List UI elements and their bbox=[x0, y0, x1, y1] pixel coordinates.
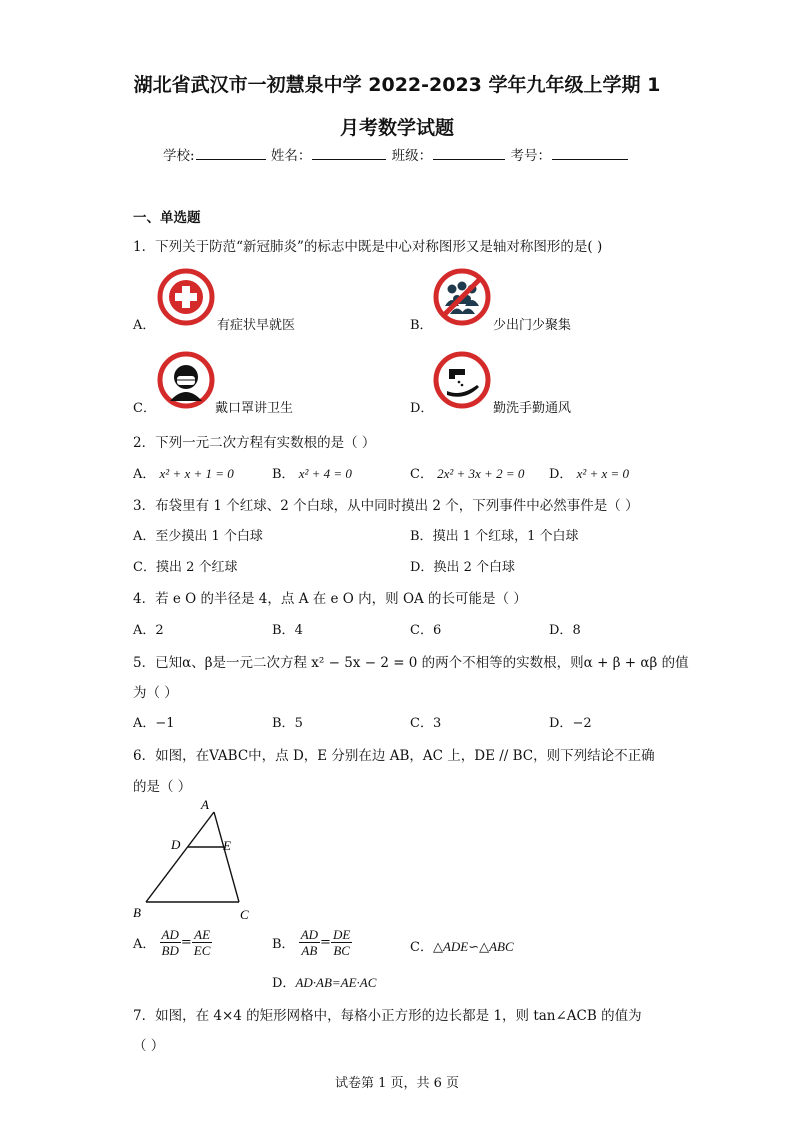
q4-option-a: A．2 bbox=[133, 623, 164, 638]
q2-option-d-letter: D． bbox=[549, 467, 573, 482]
side-ab bbox=[146, 812, 214, 902]
exam-no-label: 考号： bbox=[510, 148, 551, 164]
q4-option-b: B．4 bbox=[272, 623, 303, 638]
q6-option-a: A． $\frac{AD}{BD}$ = $\frac{AE}{EC}$ bbox=[133, 927, 211, 958]
q2-option-a bbox=[133, 463, 234, 482]
q4-option-d-text: 8 bbox=[572, 623, 581, 638]
exam-title-line2: 月考数学试题 bbox=[339, 117, 454, 139]
q5-option-a: A．−1 bbox=[133, 716, 175, 731]
page-footer: 试卷第 1 页，共 6 页 bbox=[334, 1076, 460, 1091]
q4-option-c-text: 6 bbox=[432, 623, 442, 638]
q1-stem: 1．下列关于防范“新冠肺炎”的标志中既是中心对称图形又是轴对称图形的是( ) bbox=[133, 239, 603, 255]
q5-option-d-text: −2 bbox=[572, 716, 592, 731]
mask-face-icon bbox=[157, 351, 215, 409]
q2-option-b-expr: x² + 4 = 0 bbox=[298, 466, 352, 481]
q6-option-c-text: △ADE∽△ABC bbox=[432, 939, 514, 954]
q6-option-b: B． $\frac{AD}{AB}$ = $\frac{DE}{BC}$ bbox=[272, 927, 351, 958]
q2-option-c-expr: 2x² + 3x + 2 = 0 bbox=[437, 466, 525, 481]
q3-option-d: D．换出 2 个白球 bbox=[410, 560, 515, 575]
q3-option-b: B．摸出 1 个红球，1 个白球 bbox=[410, 529, 579, 544]
q2-option-b bbox=[272, 463, 352, 482]
q5-option-c: C．3 bbox=[410, 716, 442, 731]
no-gathering-icon bbox=[433, 268, 491, 326]
q4-option-b-text: 4 bbox=[294, 623, 303, 638]
q5-option-a-text: −1 bbox=[155, 716, 175, 731]
label-e: E bbox=[223, 838, 231, 853]
q1-option-b-caption: 少出门少聚集 bbox=[493, 318, 572, 333]
student-info-line bbox=[163, 144, 629, 164]
q2-option-d-expr: x² + x = 0 bbox=[576, 466, 630, 481]
q5-option-c-text: 3 bbox=[432, 716, 442, 731]
q2-option-b-letter: B． bbox=[272, 467, 295, 482]
q4-option-d: D．8 bbox=[549, 623, 581, 638]
label-c: C bbox=[240, 907, 249, 922]
q2-stem: 2．下列一元二次方程有实数根的是（ ） bbox=[133, 435, 376, 451]
label-a: A bbox=[201, 797, 209, 812]
q5-stem-line2: 为（ ） bbox=[133, 685, 178, 701]
q3-stem: 3．布袋里有 1 个红球、2 个白球，从中同时摸出 2 个，下列事件中必然事件是（ ） bbox=[133, 498, 639, 514]
q6-option-d: D．AD·AB=AE·AC bbox=[272, 975, 377, 991]
q3-option-c: C．摸出 2 个红球 bbox=[133, 560, 238, 575]
q2-option-a-expr: x² + x + 1 = 0 bbox=[159, 466, 234, 481]
hand-washing-icon bbox=[433, 351, 491, 409]
q1-option-c-caption: 戴口罩讲卫生 bbox=[215, 401, 294, 416]
q5-option-b-text: 5 bbox=[294, 716, 303, 731]
q2-option-c-letter: C． bbox=[410, 467, 433, 482]
school-blank[interactable] bbox=[196, 147, 266, 160]
name-label: 姓名： bbox=[270, 148, 312, 164]
q3-option-a-text: 至少摸出 1 个白球 bbox=[155, 529, 263, 544]
q1-option-b-letter: B． bbox=[410, 318, 433, 333]
q2-option-c bbox=[410, 463, 524, 482]
q4-option-a-text: 2 bbox=[155, 623, 164, 638]
side-ac bbox=[214, 812, 239, 902]
q1-option-d-letter: D． bbox=[410, 401, 434, 416]
exam-no-blank[interactable] bbox=[552, 147, 628, 160]
q2-option-a-letter: A． bbox=[133, 467, 156, 482]
red-cross-medical-icon bbox=[157, 268, 215, 326]
q5-stem-line1: 5．已知α、β是一元二次方程 x² − 5x − 2 = 0 的两个不相等的实数根，则α + β + αβ 的值 bbox=[133, 655, 689, 671]
label-d: D bbox=[171, 837, 181, 852]
q6-stem-line1: 6．如图，在VABC中，点 D，E 分别在边 AB，AC 上，DE // BC，则下列结论不正确 bbox=[133, 748, 655, 764]
q3-option-c-text: 摸出 2 个红球 bbox=[155, 560, 238, 575]
q6-stem-line2: 的是（ ） bbox=[133, 779, 192, 795]
school-label: 学校: bbox=[163, 148, 195, 164]
exam-title-line1: 湖北省武汉市一初慧泉中学 2022-2023 学年九年级上学期 1 bbox=[133, 74, 661, 96]
q3-option-d-text: 换出 2 个白球 bbox=[433, 560, 515, 575]
q1-option-a-letter: A． bbox=[133, 318, 156, 333]
q4-option-c: C．6 bbox=[410, 623, 442, 638]
class-label: 班级： bbox=[391, 148, 433, 164]
q1-option-a-caption: 有症状早就医 bbox=[217, 318, 296, 333]
q4-stem: 4．若 e O 的半径是 4，点 A 在 e O 内，则 OA 的长可能是（ ） bbox=[133, 591, 527, 607]
q1-option-c-letter: C． bbox=[133, 401, 156, 416]
label-b: B bbox=[133, 905, 141, 920]
name-blank[interactable] bbox=[312, 147, 386, 160]
q6-option-c: C．△ADE∽△ABC bbox=[410, 939, 514, 955]
q5-option-d: D．−2 bbox=[549, 716, 592, 731]
triangle-figure bbox=[128, 795, 258, 923]
q3-option-b-text: 摸出 1 个红球，1 个白球 bbox=[432, 529, 579, 544]
q7-stem-line1: 7．如图，在 4×4 的矩形网格中，每格小正方形的边长都是 1，则 tan∠ACB 的值为 bbox=[133, 1008, 642, 1024]
q1-option-d-caption: 勤洗手勤通风 bbox=[493, 401, 572, 416]
q3-option-a: A．至少摸出 1 个白球 bbox=[133, 529, 263, 544]
class-blank[interactable] bbox=[433, 147, 505, 160]
q7-stem-line2: （ ） bbox=[133, 1038, 165, 1054]
q2-option-d bbox=[549, 463, 629, 482]
q6-option-d-text: AD·AB=AE·AC bbox=[295, 975, 377, 990]
section-heading: 一、单选题 bbox=[133, 210, 201, 226]
q5-option-b: B．5 bbox=[272, 716, 303, 731]
